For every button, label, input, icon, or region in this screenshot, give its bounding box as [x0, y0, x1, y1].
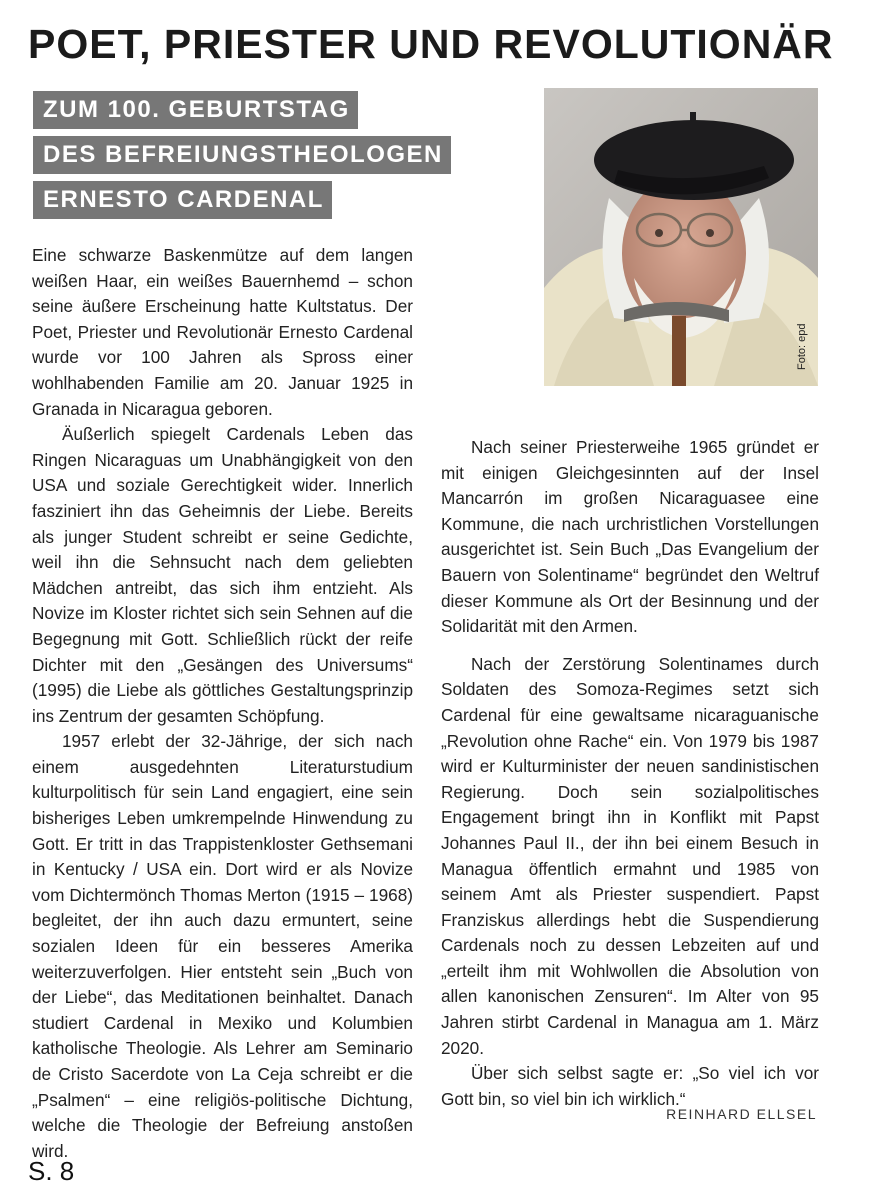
subtitle-line-3: ERNESTO CARDENAL: [33, 181, 332, 219]
paragraph: Äußerlich spiegelt Cardenals Leben das Ringen Nicaraguas um Unabhängigkeit von den USA und soziale Gerechtigkeit wider. Innerlich fasziniert ihn das Geheimnis der Liebe. Bereits als junger Student schreibt er seine Gedichte, weil ihn die Sehnsucht nach dem geliebten Mädchen antreibt, das sich ihm entzieht. Als Novize im Kloster richtet sich sein Sehnen auf die Begegnung mit Gott. Schließlich rückt der reife Dichter mit den „Gesängen des Universums“ (1995) die Liebe als göttliches Gestaltungsprinzip ins Zentrum der gesamten Schöpfung.: [32, 424, 413, 726]
article-title: POET, PRIESTER UND REVOLUTIONÄR: [28, 21, 834, 67]
portrait-illustration: [544, 88, 818, 386]
paragraph: Über sich selbst sagte er: „So viel ich vor Gott bin, so viel bin ich wirklich.“: [441, 1063, 819, 1109]
article-column-left: [32, 243, 413, 1164]
paragraph: Eine schwarze Baskenmütze auf dem langen weißen Haar, ein weißes Bauernhemd – schon seine äußere Erscheinung hatte Kultstatus. Der Poet, Priester und Revolutionär Ernesto Cardenal wurde vor 100 Jahren als Spross einer wohlhabenden Familie am 20. Januar 1925 in Granada in Nicaragua geboren.: [32, 245, 413, 419]
subtitle-line-1: ZUM 100. GEBURTSTAG: [33, 91, 358, 129]
paragraph: 1957 erlebt der 32-Jährige, der sich nach einem ausgedehnten Literaturstudium kulturpolitisch für sein Land engagiert, eine sein bisheriges Leben umkrempelnde Hinwendung zu Gott. Er tritt in das Trappistenkloster Gethsemani in Kentucky / USA ein. Dort wird er als Novize vom Dichtermönch Thomas Merton (1915 – 1968) begleitet, der ihn auch dazu ermuntert, seine sozialen Ideen für ein besseres Amerika weiterzuverfolgen. Hier entsteht sein „Buch von der Liebe“, das Meditationen beinhaltet. Danach studiert Cardenal in Mexiko und Kolumbien katholische Theologie. Als Lehrer am Seminario de Cristo Sacerdote von La Ceja schreibt er die „Psalmen“ – eine religiös-politische Dichtung, welche die Theologie der Befreiung anstoßen wird.: [32, 731, 413, 1161]
photo-credit: Foto: epd: [796, 323, 808, 370]
article-subtitle: [33, 91, 503, 226]
portrait-photo: [544, 88, 818, 386]
paragraph: Nach der Zerstörung Solentinames durch Soldaten des Somoza-Regimes setzt sich Cardenal für eine gewaltsame nicaraguanische „Revolution ohne Rache“ ein. Von 1979 bis 1987 wird er Kulturminister der neuen sandinistischen Regierung. Doch sein sozialpolitisches Engagement bringt ihn in Konflikt mit Papst Johannes Paul II., der ihn bei einem Besuch in Managua öffentlich ermahnt und 1985 von seinem Amt als Priester suspendiert. Papst Franziskus allerdings hebt die Suspendierung Cardenals noch zu dessen Lebzeiten auf und „erteilt ihm mit Wohlwollen die Absolution von allen kanonischen Zensuren“. Im Alter von 95 Jahren stirbt Cardenal in Managua am 1. März 2020.: [441, 653, 819, 1058]
page-number: S. 8: [28, 1156, 75, 1186]
paragraph: Nach seiner Priesterweihe 1965 gründet er mit einigen Gleichgesinnten auf der Insel Mancarrón im großen Nicaraguasee eine Kommune, die nach urchristlichen Vorstellungen ausgerichtet ist. Sein Buch „Das Evangelium der Bauern von Solentiname“ begründet den Weltruf dieser Kommune als Ort der Besinnung und der Solidarität mit den Armen.: [441, 437, 819, 637]
article-column-right: [441, 435, 819, 1112]
subtitle-line-2: DES BEFREIUNGSTHEOLOGEN: [33, 136, 451, 174]
author-byline: REINHARD ELLSEL: [666, 1106, 817, 1122]
